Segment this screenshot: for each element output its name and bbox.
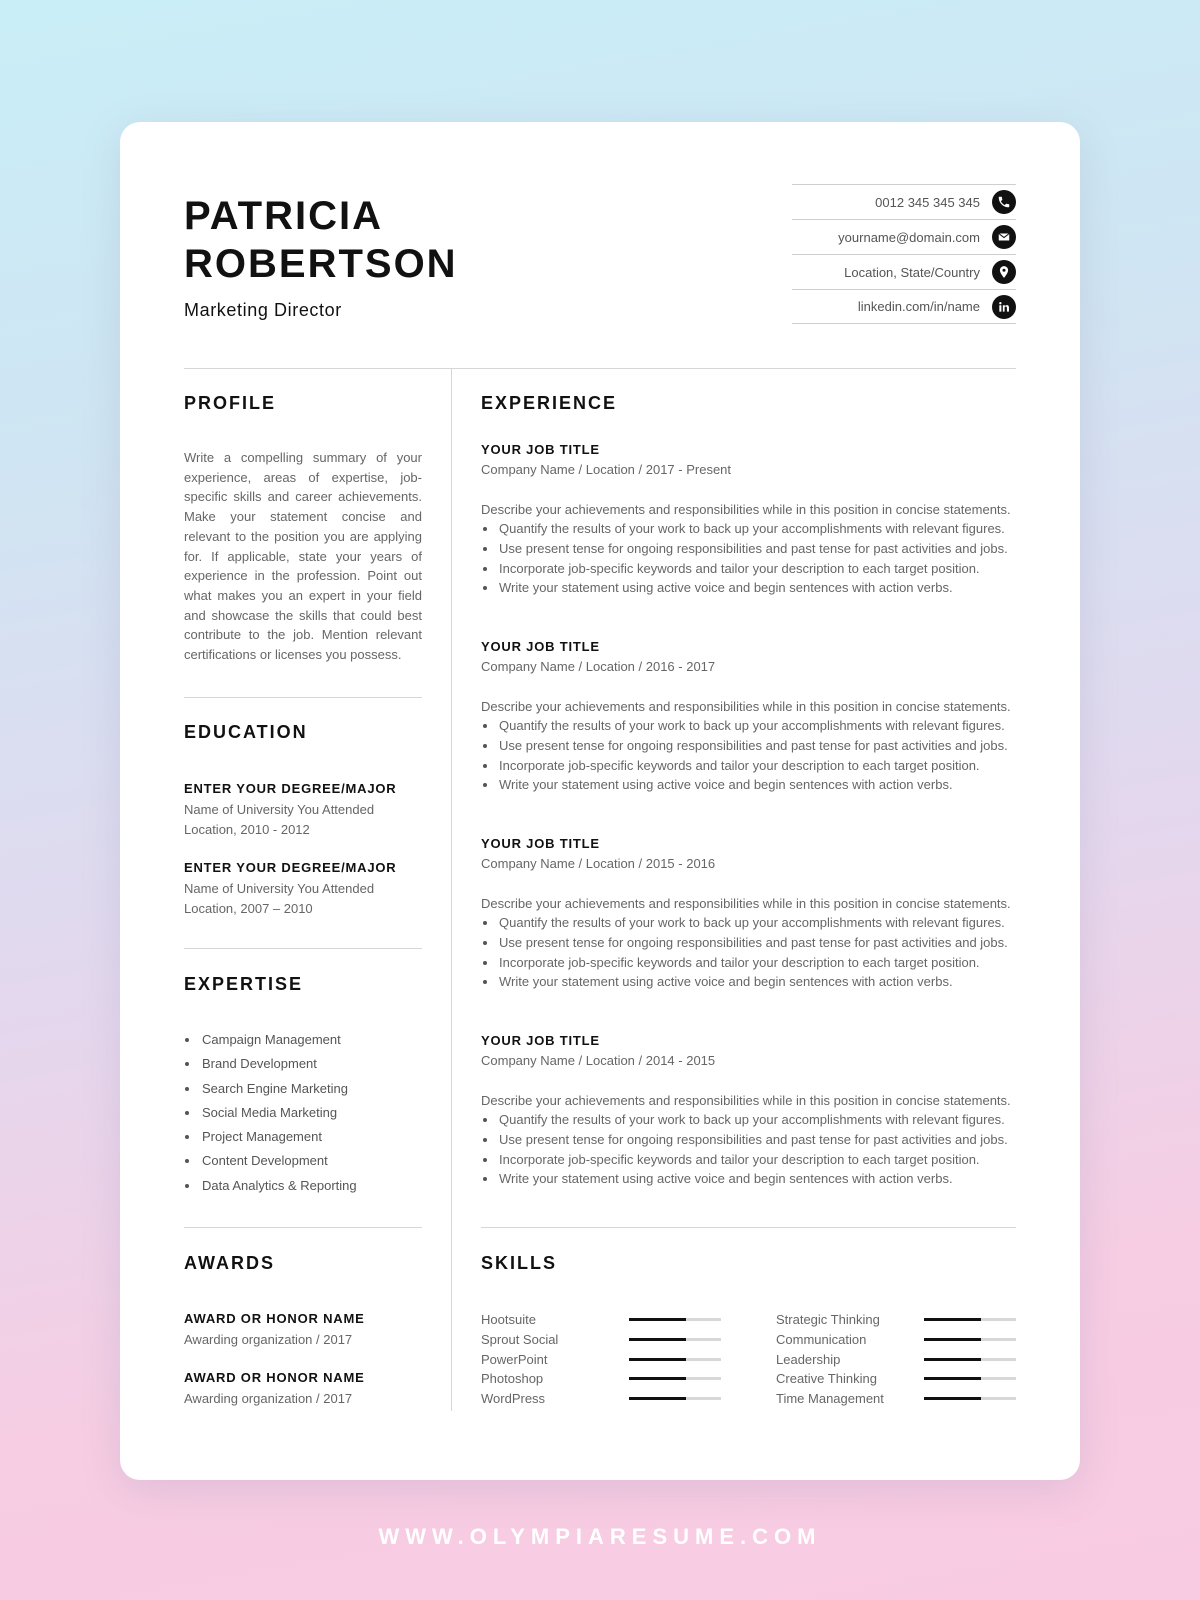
list-item: Use present tense for ongoing responsibilities and past tense for past activities and jobs.	[481, 736, 1021, 756]
list-item: Project Management	[184, 1125, 444, 1149]
contact-email	[792, 219, 1016, 254]
skill-row	[481, 1349, 721, 1369]
skill-bar	[629, 1338, 721, 1341]
skill-row	[776, 1369, 1016, 1389]
list-item: Social Media Marketing	[184, 1101, 444, 1125]
job-description: Describe your achievements and responsibilities while in this position in concise statements.	[481, 698, 1011, 714]
list-item: Write your statement using active voice and begin sentences with action verbs.	[481, 972, 1021, 992]
skill-bar-fill	[629, 1338, 686, 1341]
last-name: ROBERTSON	[184, 242, 458, 286]
education-degree-1: ENTER YOUR DEGREE/MAJOR	[184, 781, 397, 796]
profile-divider	[184, 697, 422, 698]
list-item: Quantify the results of your work to back up your accomplishments with relevant figures.	[481, 913, 1021, 933]
skill-bar	[924, 1377, 1016, 1380]
job-description: Describe your achievements and responsibilities while in this position in concise statements.	[481, 1092, 1011, 1108]
phone-text: 0012 345 345 345	[875, 194, 980, 210]
skill-name: PowerPoint	[481, 1351, 548, 1367]
list-item: Use present tense for ongoing responsibilities and past tense for past activities and jobs.	[481, 1130, 1021, 1150]
award-name-1: AWARD OR HONOR NAME	[184, 1311, 365, 1326]
job-entry-1	[481, 440, 1021, 598]
list-item: Use present tense for ongoing responsibilities and past tense for past activities and jobs.	[481, 933, 1021, 953]
phone-icon	[992, 190, 1016, 214]
skill-row	[481, 1369, 721, 1389]
education-degree-2: ENTER YOUR DEGREE/MAJOR	[184, 860, 397, 875]
skill-bar	[629, 1397, 721, 1400]
skill-bar-fill	[629, 1397, 686, 1400]
skill-row	[776, 1330, 1016, 1350]
education-divider	[184, 948, 422, 949]
list-item: Incorporate job-specific keywords and tailor your description to each target position.	[481, 953, 1021, 973]
skill-name: Creative Thinking	[776, 1371, 877, 1387]
award-org-2: Awarding organization / 2017	[184, 1391, 353, 1406]
linkedin-text: linkedin.com/in/name	[857, 299, 980, 314]
list-item: Write your statement using active voice and begin sentences with action verbs.	[481, 775, 1021, 795]
job-title: YOUR JOB TITLE	[481, 442, 600, 457]
skill-name: Communication	[776, 1332, 867, 1348]
skill-bar	[924, 1397, 1016, 1400]
skill-name: Photoshop	[481, 1371, 544, 1387]
skill-name: Time Management	[776, 1391, 884, 1407]
location-text: Location, State/Country	[844, 264, 980, 280]
job-title: YOUR JOB TITLE	[481, 639, 600, 654]
list-item: Incorporate job-specific keywords and tailor your description to each target position.	[481, 1150, 1021, 1170]
contact-linkedin	[792, 289, 1016, 324]
education-school-1: Name of University You Attended	[184, 802, 375, 817]
skill-name: Sprout Social	[481, 1332, 559, 1348]
job-bullets	[481, 716, 1021, 795]
list-item: Campaign Management	[184, 1028, 444, 1052]
resume-page	[120, 122, 1080, 1480]
skill-bar-fill	[924, 1358, 981, 1361]
skill-bar-fill	[924, 1338, 981, 1341]
list-item: Incorporate job-specific keywords and tailor your description to each target position.	[481, 559, 1021, 579]
job-entry-4	[481, 1031, 1021, 1189]
email-text: yourname@domain.com	[838, 229, 980, 245]
list-item: Brand Development	[184, 1052, 444, 1076]
job-company: Company Name / Location / 2016 - 2017	[481, 659, 716, 674]
column-divider	[451, 369, 452, 1411]
skill-row	[776, 1389, 1016, 1409]
contact-location	[792, 254, 1016, 289]
education-location-1: Location, 2010 - 2012	[184, 822, 310, 837]
skill-bar-fill	[629, 1318, 686, 1321]
education-school-2: Name of University You Attended	[184, 881, 375, 896]
list-item: Quantify the results of your work to back up your accomplishments with relevant figures.	[481, 519, 1021, 539]
award-org-1: Awarding organization / 2017	[184, 1332, 353, 1347]
skill-row	[481, 1310, 721, 1330]
job-company: Company Name / Location / 2015 - 2016	[481, 856, 716, 871]
list-item: Quantify the results of your work to back up your accomplishments with relevant figures.	[481, 1110, 1021, 1130]
job-company: Company Name / Location / 2014 - 2015	[481, 1053, 716, 1068]
awards-heading: AWARDS	[184, 1253, 276, 1273]
list-item: Write your statement using active voice and begin sentences with action verbs.	[481, 578, 1021, 598]
profile-heading: PROFILE	[184, 393, 277, 413]
list-item: Incorporate job-specific keywords and tailor your description to each target position.	[481, 756, 1021, 776]
skill-bar	[629, 1358, 721, 1361]
job-bullets	[481, 913, 1021, 992]
skill-bar-fill	[924, 1397, 981, 1400]
education-heading: EDUCATION	[184, 722, 308, 742]
education-location-2: Location, 2007 – 2010	[184, 901, 313, 916]
list-item: Data Analytics & Reporting	[184, 1174, 444, 1198]
skill-row	[481, 1389, 721, 1409]
list-item: Search Engine Marketing	[184, 1077, 444, 1101]
skill-bar-fill	[629, 1358, 686, 1361]
skill-row	[776, 1349, 1016, 1369]
skills-left-column	[481, 1310, 721, 1408]
skill-row	[481, 1330, 721, 1350]
experience-heading: EXPERIENCE	[481, 393, 618, 413]
skill-bar-fill	[924, 1377, 981, 1380]
job-title: YOUR JOB TITLE	[481, 836, 600, 851]
full-name	[184, 192, 458, 288]
skill-bar-fill	[629, 1377, 686, 1380]
list-item: Quantify the results of your work to back up your accomplishments with relevant figures.	[481, 716, 1021, 736]
skill-bar	[629, 1318, 721, 1321]
linkedin-icon	[992, 295, 1016, 319]
contact-phone	[792, 184, 1016, 219]
list-item: Write your statement using active voice and begin sentences with action verbs.	[481, 1169, 1021, 1189]
skill-bar	[924, 1318, 1016, 1321]
skill-bar	[924, 1338, 1016, 1341]
job-bullets	[481, 1110, 1021, 1189]
skills-right-column	[776, 1310, 1016, 1408]
skill-bar-fill	[924, 1318, 981, 1321]
first-name: PATRICIA	[184, 194, 383, 238]
skill-bar	[629, 1377, 721, 1380]
job-description: Describe your achievements and responsibilities while in this position in concise statements.	[481, 895, 1011, 911]
job-entry-3	[481, 834, 1021, 992]
website-footer: WWW.OLYMPIARESUME.COM	[378, 1524, 822, 1549]
skill-name: Hootsuite	[481, 1312, 536, 1328]
skill-bar	[924, 1358, 1016, 1361]
job-company: Company Name / Location / 2017 - Present	[481, 462, 732, 477]
job-role: Marketing Director	[184, 300, 342, 320]
skill-name: Leadership	[776, 1351, 841, 1367]
profile-text: Write a compelling summary of your experience, areas of expertise, job-specific skills and career achievements. Make your statement concise and relevant to the position you are applying for. If applicable, state your years of experience in the profession. Point out what makes you an expert in your field and showcase the skills that could best contribute to the job. Mention relevant certifications or licenses you possess.	[184, 450, 422, 663]
header-divider	[184, 368, 1016, 369]
skill-name: WordPress	[481, 1391, 546, 1407]
list-item: Use present tense for ongoing responsibilities and past tense for past activities and jobs.	[481, 539, 1021, 559]
job-description: Describe your achievements and responsibilities while in this position in concise statements.	[481, 501, 1011, 517]
job-bullets	[481, 519, 1021, 598]
contact-list	[792, 184, 1016, 324]
skills-heading: SKILLS	[481, 1253, 558, 1273]
experience-divider	[481, 1227, 1016, 1228]
job-entry-2	[481, 637, 1021, 795]
skill-row	[776, 1310, 1016, 1330]
expertise-heading: EXPERTISE	[184, 974, 304, 994]
expertise-divider	[184, 1227, 422, 1228]
location-pin-icon	[992, 260, 1016, 284]
list-item: Content Development	[184, 1149, 444, 1173]
job-title: YOUR JOB TITLE	[481, 1033, 600, 1048]
email-icon	[992, 225, 1016, 249]
expertise-list	[184, 1028, 444, 1198]
award-name-2: AWARD OR HONOR NAME	[184, 1370, 365, 1385]
skill-name: Strategic Thinking	[776, 1312, 880, 1328]
